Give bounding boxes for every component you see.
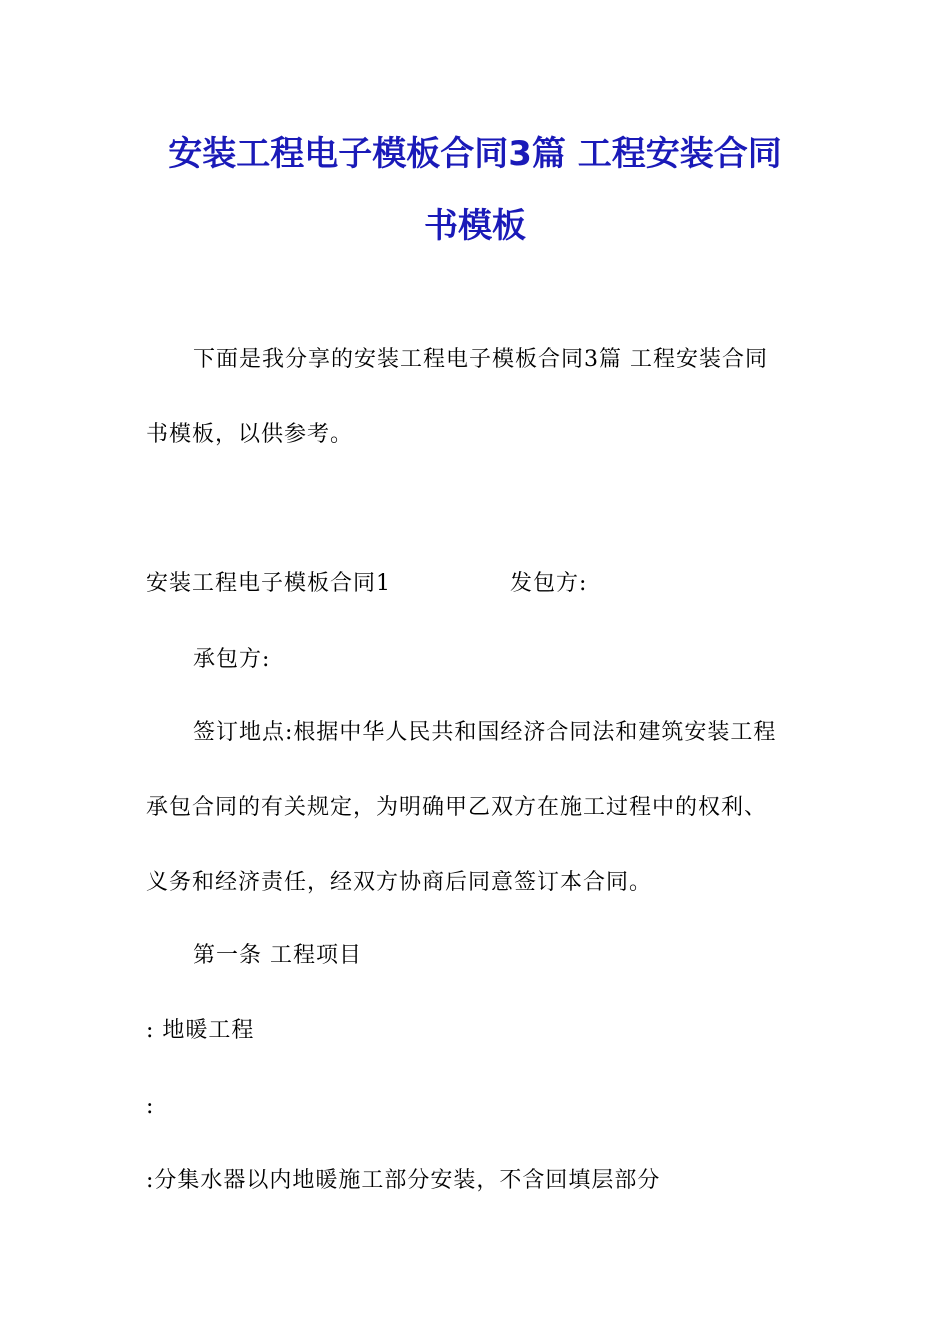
document-title-line-1: 安装工程电子模板合同3篇 工程安装合同: [168, 134, 782, 174]
project-blank-line: :: [146, 1094, 155, 1119]
project-name-line: : 地暖工程: [146, 1018, 255, 1043]
employer-label: 发包方:: [510, 571, 588, 596]
contractor-label: 承包方:: [193, 647, 271, 672]
contract-heading: 安装工程电子模板合同1: [146, 571, 391, 596]
signing-paragraph-line-1: 签订地点:根据中华人民共和国经济合同法和建筑安装工程: [193, 720, 777, 745]
intro-paragraph-line-2: 书模板，以供参考。: [146, 422, 354, 447]
signing-paragraph-line-3: 义务和经济责任，经双方协商后同意签订本合同。: [146, 870, 653, 895]
project-scope-line: :分集水器以内地暖施工部分安装，不含回填层部分: [146, 1168, 661, 1193]
document-title-line-2: 书模板: [424, 206, 526, 246]
intro-paragraph-line-1: 下面是我分享的安装工程电子模板合同3篇 工程安装合同: [193, 347, 768, 372]
signing-paragraph-line-2: 承包合同的有关规定，为明确甲乙双方在施工过程中的权利、: [146, 795, 768, 820]
article-1-heading: 第一条 工程项目: [193, 943, 362, 968]
